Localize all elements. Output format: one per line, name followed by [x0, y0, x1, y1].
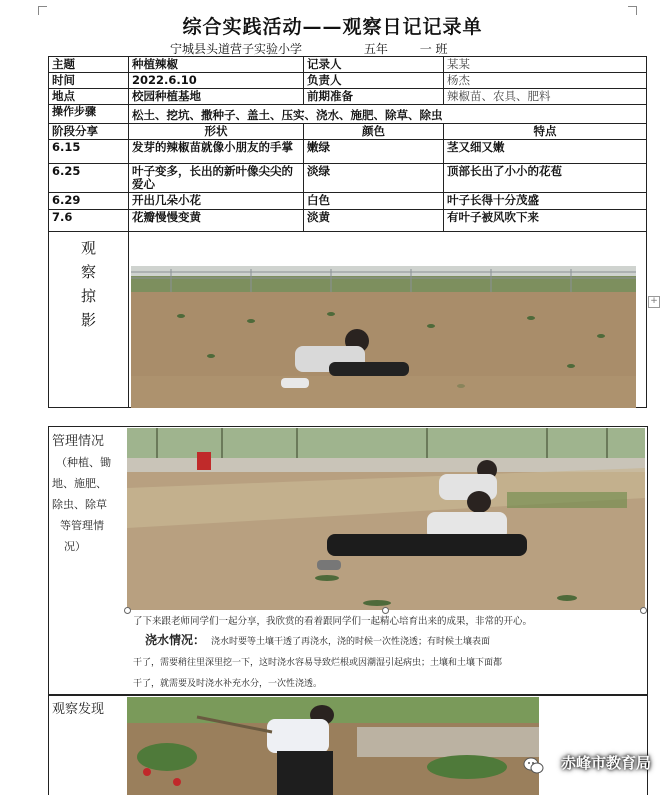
page-title: 综合实践活动——观察日记记录单	[182, 16, 483, 38]
manage-sub-line: 地、施肥、	[52, 477, 107, 490]
cell-value: 校园种植基地	[129, 89, 304, 105]
wechat-icon	[523, 757, 545, 775]
water-line: 干了，需要稍往里深里挖一下，这时浇水容易导致烂根或因潮湿引起病虫；土壤和土壤下面都	[133, 658, 503, 668]
class: 一 班	[419, 42, 448, 56]
doc-corner-mark	[628, 6, 637, 15]
subtitle	[170, 40, 476, 57]
table-row	[49, 89, 647, 105]
water-text: 浇水时要等土壤干透了再浇水，浇的时候一次性浇透；有时候土壤表面	[211, 637, 491, 647]
stage-feature: 茎又细又嫩	[444, 140, 647, 164]
column-header: 颜色	[304, 124, 444, 140]
observe-label-cell	[49, 232, 129, 408]
stage-color: 白色	[304, 193, 444, 210]
cell-label: 地点	[49, 89, 129, 105]
water-paragraph	[133, 630, 643, 695]
stage-shape: 花瓣慢慢变黄	[129, 210, 304, 232]
stage-color: 嫩绿	[304, 140, 444, 164]
table-row	[49, 140, 647, 164]
cell-label: 操作步骤	[49, 105, 129, 124]
add-row-icon[interactable]: +	[648, 296, 660, 308]
stage-date: 6.25	[49, 164, 129, 193]
stage-date: 6.15	[49, 140, 129, 164]
cell-label: 负责人	[304, 73, 444, 89]
cell-value: 某某	[444, 57, 647, 73]
table-row	[49, 210, 647, 232]
table-row	[49, 57, 647, 73]
manage-sub-line: 除虫、除草	[52, 498, 107, 511]
doc-corner-mark	[38, 6, 47, 15]
cell-value: 松土、挖坑、撒种子、盖土、压实、浇水、施肥、除草、除虫	[129, 105, 647, 124]
cell-value: 2022.6.10	[129, 73, 304, 89]
manage-sub-line: 况）	[64, 540, 86, 553]
cell-value: 辣椒苗、农具、肥料	[444, 89, 647, 105]
resize-handle[interactable]	[640, 607, 647, 614]
stage-feature: 顶部长出了小小的花苞	[444, 164, 647, 193]
table-row	[49, 193, 647, 210]
manage-photo	[127, 428, 645, 610]
discover-label: 观察发现	[52, 702, 105, 717]
cell-label: 时间	[49, 73, 129, 89]
manage-caption: 了下来跟老师同学们一起分享，我欣赏的看着跟同学们一起精心培育出来的成果，非常的开心。	[133, 616, 533, 627]
stage-color: 淡绿	[304, 164, 444, 193]
observe-label: 观察掠影	[80, 239, 96, 329]
school-name: 宁城县头道营子实验小学	[170, 42, 303, 56]
water-line	[133, 630, 643, 653]
stage-date: 7.6	[49, 210, 129, 232]
stage-feature: 有叶子被风吹下来	[444, 210, 647, 232]
cell-label: 主题	[49, 57, 129, 73]
table-row	[49, 73, 647, 89]
manage-sub-label	[52, 452, 111, 557]
stage-date: 6.29	[49, 193, 129, 210]
stage-shape: 叶子变多，长出的新叶像尖尖的爱心	[129, 164, 304, 193]
cell-value: 种植辣椒	[129, 57, 304, 73]
cell-label: 记录人	[304, 57, 444, 73]
table-header-row	[49, 124, 647, 140]
manage-sub-line: 等管理情	[60, 519, 104, 532]
cell-value: 杨杰	[444, 73, 647, 89]
table-row	[49, 164, 647, 193]
water-line: 干了，就需要及时浇水补充水分，一次性浇透。	[133, 679, 323, 689]
stage-color: 淡黄	[304, 210, 444, 232]
column-header: 阶段分享	[49, 124, 129, 140]
stage-shape: 开出几朵小花	[129, 193, 304, 210]
column-header: 特点	[444, 124, 647, 140]
stage-feature: 叶子长得十分茂盛	[444, 193, 647, 210]
cell-label: 前期准备	[304, 89, 444, 105]
discover-photo	[127, 697, 539, 795]
manage-label: 管理情况	[52, 434, 105, 449]
table-row	[49, 105, 647, 124]
water-title: 浇水情况：	[145, 633, 206, 647]
watermark: 赤峰市教育局	[560, 754, 651, 772]
manage-sub-line: （种植、锄	[56, 456, 111, 469]
observe-photo	[131, 266, 636, 408]
grade: 五年	[363, 42, 388, 56]
stage-shape: 发芽的辣椒苗就像小朋友的手掌	[129, 140, 304, 164]
resize-handle[interactable]	[124, 607, 131, 614]
column-header: 形状	[129, 124, 304, 140]
